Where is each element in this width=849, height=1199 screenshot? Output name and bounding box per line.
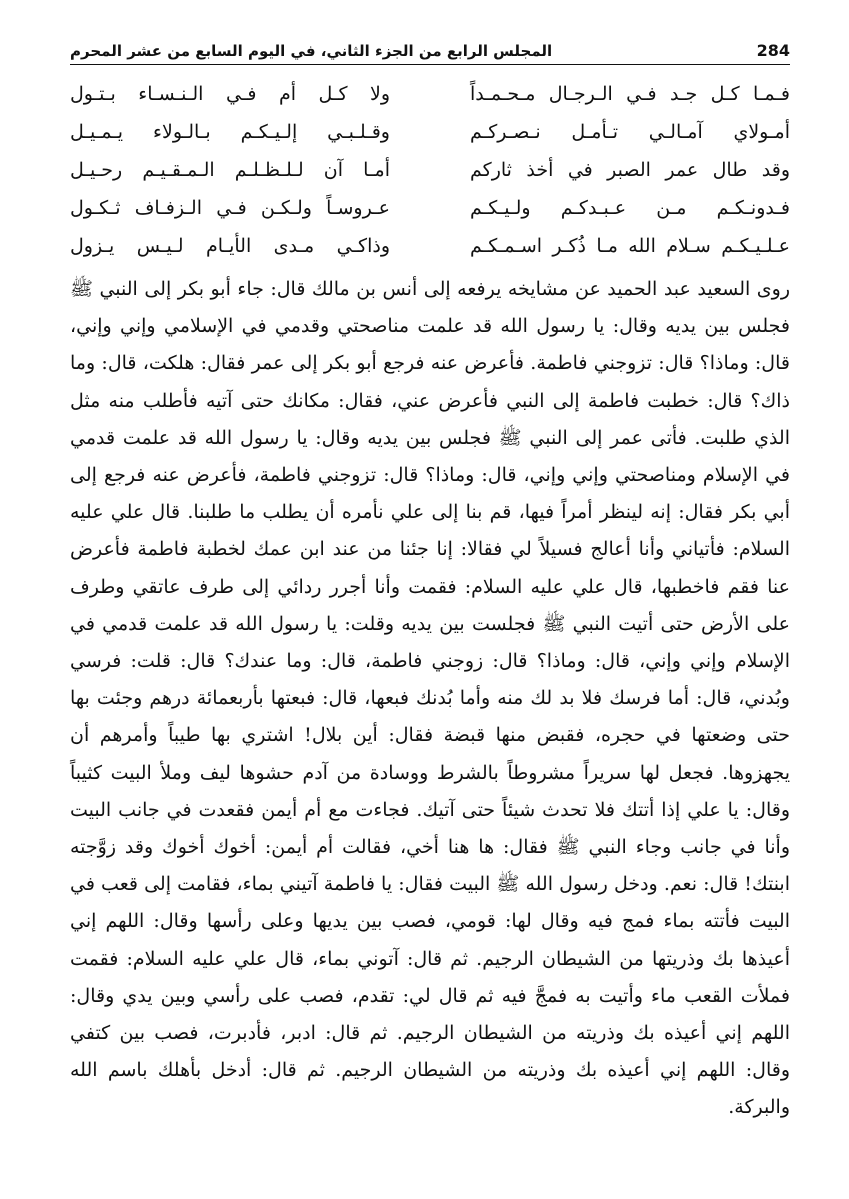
poem [70,75,790,265]
verse-second-hemistich: أمـا آن لـلـظـلـم الـمـقـيـم رحـيـل [70,159,390,181]
poem-verse [70,75,790,113]
header-title: المجلس الرابع من الجزء الثاني، في اليوم السابع من عشر المحرم [70,42,553,60]
verse-first-hemistich: وقد طال عمر الصبر في أخذ ثاركم [470,159,790,181]
verse-second-hemistich: وقـلـبـي إلـيـكـم بـالـولاء يـمـيـل [70,121,390,143]
verse-second-hemistich: عـروسـاً ولـكـن فـي الـزفـاف ثـكـول [70,197,390,219]
verse-first-hemistich: أمـولاي آمـالـي تـأمـل نـصـركـم [470,121,790,143]
book-page [70,30,790,1146]
poem-verse [70,227,790,265]
running-header [70,30,790,65]
poem-verse [70,189,790,227]
poem-verse [70,151,790,189]
narrative-paragraph: روى السعيد عبد الحميد عن مشايخه يرفعه إلى أنس بن مالك قال: جاء أبو بكر إلى النبي ﷺ فجلس بين يديه وقال: يا رسول الله قد علمت مناصحتي وقدمي في الإسلامي وإني وإني، قال: وماذا؟ قال: تزوجني فاطمة. فأعرض عنه فرجع أبو بكر إلى عمر فقال: هلكت، قال: وما ذاك؟ قال: خطبت فاطمة إلى النبي فأعرض عني، فقال: مكانك حتى آتيه فأطلب منه مثل الذي طلبت. فأتى عمر إلى النبي ﷺ فجلس بين يديه وقال: يا رسول الله قد علمت قدمي في الإسلام ومناصحتي وإني وإني، قال: وماذا؟ قال: تزوجني فاطمة، فأعرض عنه فرجع إلى أبي بكر فقال: إنه لينظر أمراً فيها، قم بنا إلى علي نأمره أن يطلب ما طلبنا. قال علي عليه السلام: فأتياني وأنا أعالج فسيلاً لي فقالا: إنا جئنا من عند ابن عمك لخطبة فاطمة فأعرض عنا فقم فاخطبها، قال علي عليه السلام: فقمت وأنا أجرر ردائي إلى طرف عاتقي وطرف على الأرض حتى أتيت النبي ﷺ فجلست بين يديه وقلت: يا رسول الله قد علمت قدمي في الإسلام وإني وإني، قال: وماذا؟ قال: زوجني فاطمة، قال: وما عندك؟ قال: قلت: فرسي وبُدني، قال: أما فرسك فلا بد لك منه وأما بُدنك فبعها، قال: فبعتها بأربعمائة درهم وجئت بها حتى وضعتها في حجره، فقبض منها قبضة فقال: أين بلال! اشتري بها طيباً وأمرهم أن يجهزوها. فجعل لها سريراً مشروطاً بالشرط ووسادة من آدم حشوها ليف وملأ البيت كثيباً وقال: يا علي إذا أتتك فلا تحدث شيئاً حتى آتيك. فجاءت مع أم أيمن فقعدت في جانب البيت وأنا في جانب وجاء النبي ﷺ فقال: ها هنا أخي، فقالت أم أيمن: أخوك أخوك وقد زوَّجته ابنتك! قال: نعم. ودخل رسول الله ﷺ البيت فقال: يا فاطمة آتيني بماء، فقامت إلى قعب في البيت فأتته بماء فمج فيه وقال لها: قومي، فصب بين يديها وعلى رأسها وقال: اللهم إني أعيذها بك وذريتها من الشيطان الرجيم. ثم قال: آتوني بماء، قال علي عليه السلام: فقمت فملأت القعب ماء وأتيت به فمجَّ فيه ثم قال لي: تقدم، فصب على رأسي وبين يدي وقال: اللهم إني أعيذه بك وذريته من الشيطان الرجيم. ثم قال: ادبر، فأدبرت، فصب بين كتفي وقال: اللهم إني أعيذه بك وذريته من الشيطان الرجيم. ثم قال: أدخل بأهلك باسم الله والبركة. [70,278,790,1119]
verse-first-hemistich: فـمـا كـل جـد فـي الـرجـال مـحـمـداً [470,83,790,105]
verse-second-hemistich: وذاكـي مـدى الأيـام لـيـس يـزول [70,235,390,257]
verse-first-hemistich: فـدونـكـم مـن عـبـدكـم ولـيـكـم [470,197,790,219]
poem-verse [70,113,790,151]
verse-first-hemistich: عـلـيـكـم سـلام الله مـا ذُكـر اسـمـكـم [470,235,790,257]
verse-second-hemistich: ولا كـل أم فـي الـنـسـاء بـتـول [70,83,390,105]
page-number: 284 [756,41,790,60]
